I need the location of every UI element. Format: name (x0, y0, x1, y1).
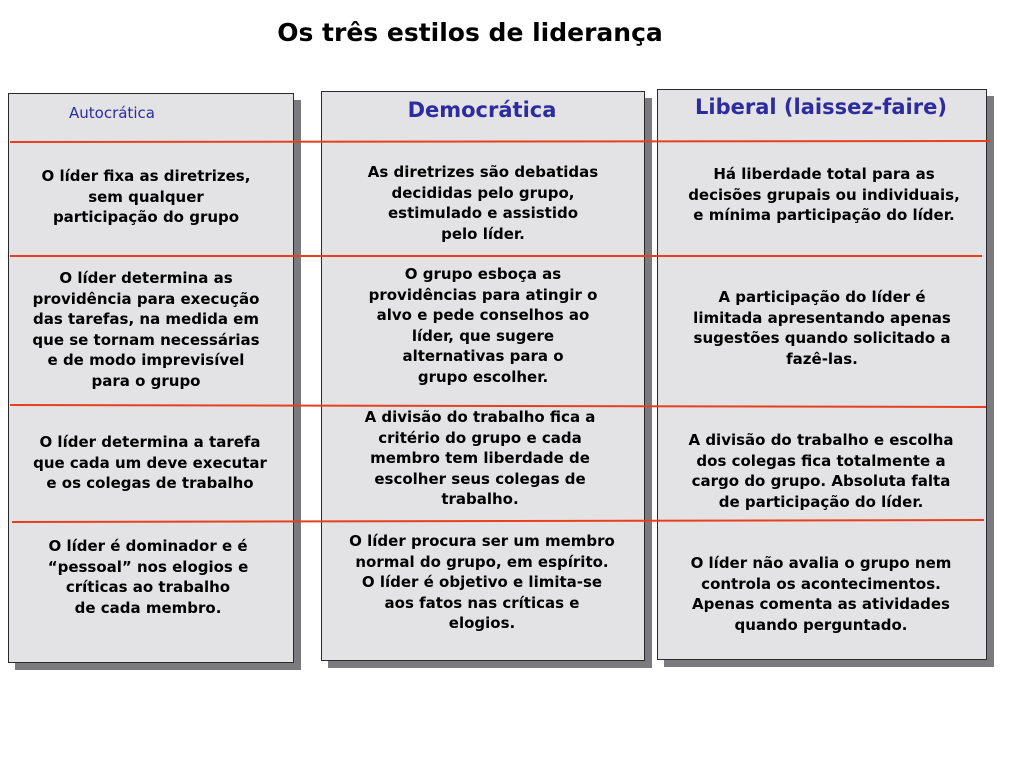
democratica-divisao-trabalho: A divisão do trabalho fica a critério do grupo e cada membro tem liberdade de escolher seus colegas de trabalho. (364, 408, 596, 508)
liberal-providencias: A participação do líder é limitada apresentando apenas sugestões quando solicitado a fazê-las. (693, 288, 951, 368)
liberal-divisao-trabalho: A divisão do trabalho e escolha dos colegas fica totalmente a cargo do grupo. Absoluta falta de participação do líder. (688, 431, 954, 511)
header-autocratica: Autocrática (69, 104, 155, 122)
page-title: Os três estilos de liderança (277, 18, 663, 47)
divider-line (12, 520, 984, 522)
divider-line (10, 141, 990, 142)
autocratica-avaliacao: O líder é dominador e é “pessoal” nos elogios e críticas ao trabalho de cada membro. (47, 537, 249, 617)
autocratica-diretrizes: O líder fixa as diretrizes, sem qualquer participação do grupo (41, 167, 251, 226)
header-democratica: Democrática (407, 98, 557, 122)
democratica-diretrizes: As diretrizes são debatidas decididas pelo grupo, estimulado e assistido pelo líder. (367, 163, 599, 243)
liberal-avaliacao: O líder não avalia o grupo nem controla os acontecimentos. Apenas comenta as atividades quando perguntado. (690, 554, 952, 634)
democratica-providencias: O grupo esboça as providências para atingir o alvo e pede conselhos ao líder, que sugere alternativas para o grupo escolher. (368, 265, 598, 386)
autocratica-divisao-trabalho: O líder determina a tarefa que cada um deve executar e os colegas de trabalho (33, 433, 267, 492)
header-liberal: Liberal (laissez-faire) (695, 95, 947, 119)
autocratica-providencias: O líder determina as providência para execução das tarefas, na medida em que se tornam necessárias e de modo imprevisível para o grupo (32, 269, 260, 390)
democratica-avaliacao: O líder procura ser um membro normal do grupo, em espírito. O líder é objetivo e limita-se aos fatos nas críticas e elogios. (349, 532, 615, 632)
liberal-diretrizes: Há liberdade total para as decisões grupais ou individuais, e mínima participação do líder. (688, 165, 960, 224)
